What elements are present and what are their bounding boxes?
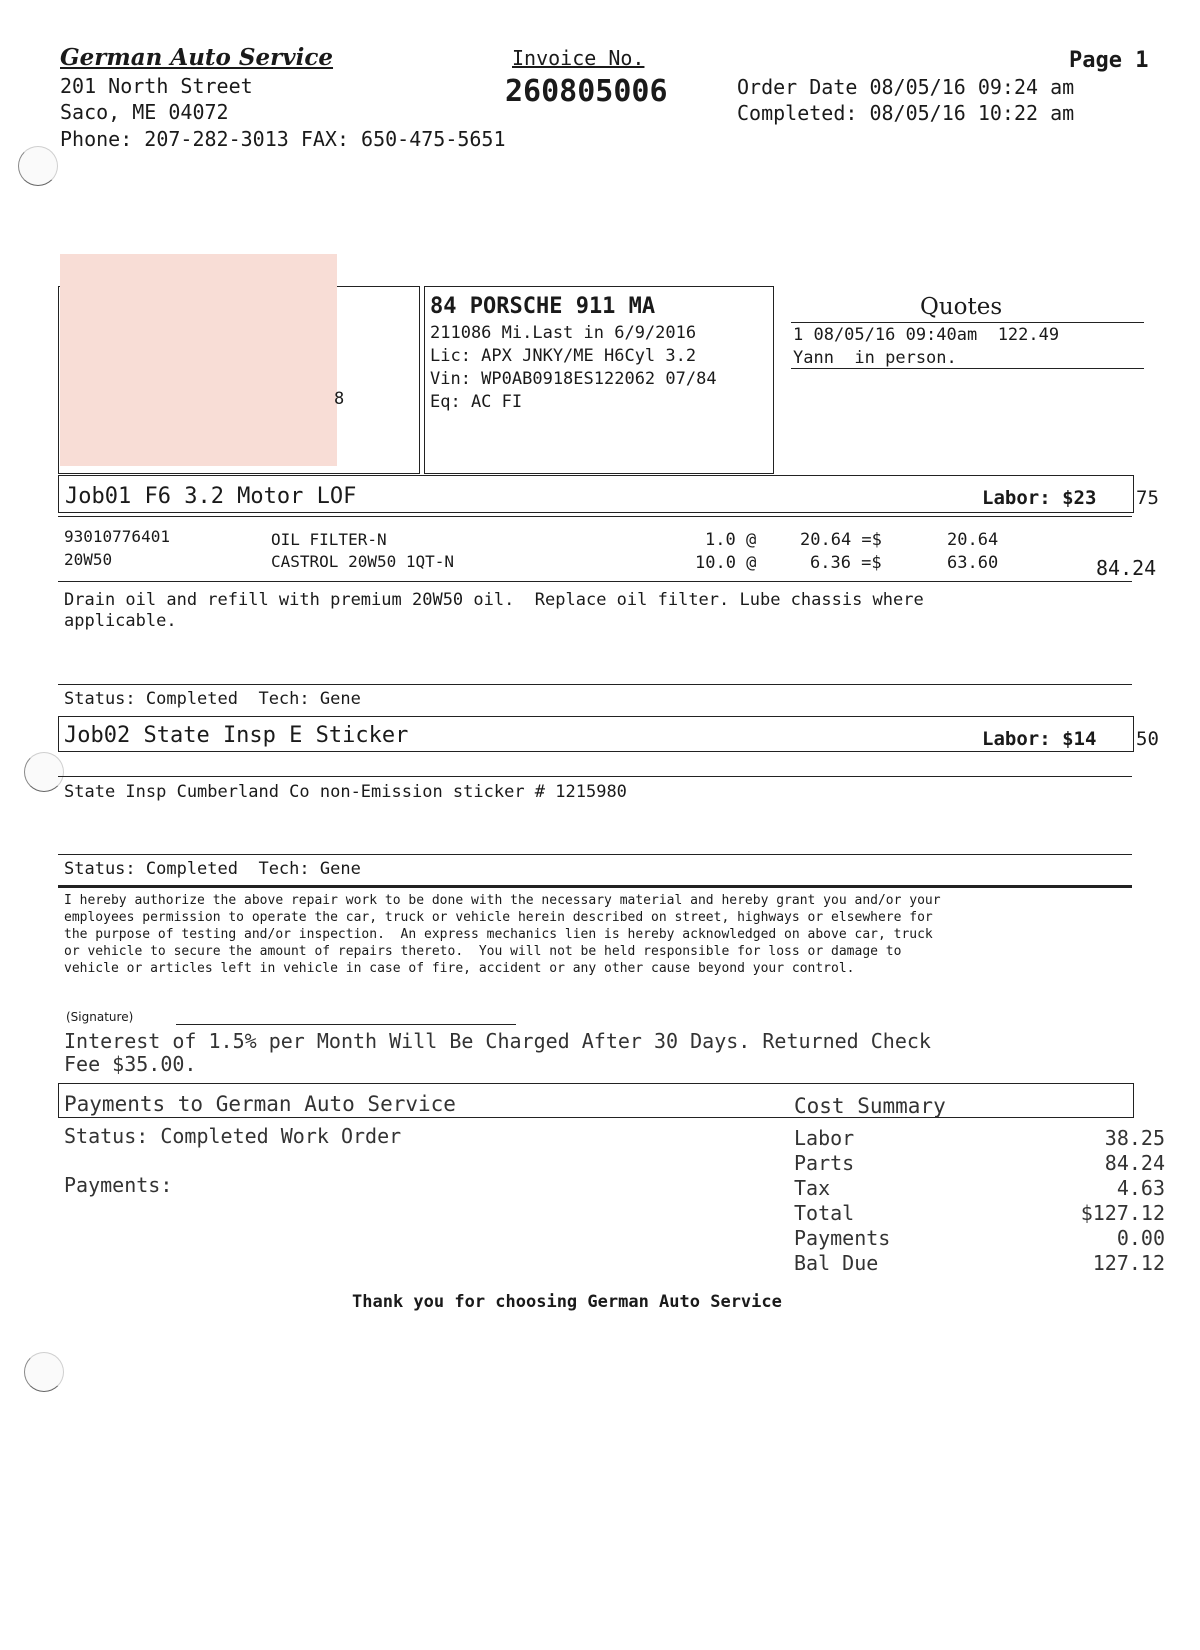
job1-underline (58, 516, 1132, 517)
part-extended: 63.60 (947, 553, 999, 573)
job2-description: State Insp Cumberland Co non-Emission sticker # 1215980 (64, 782, 627, 802)
cost-summary-value: 127.12 (1092, 1251, 1165, 1275)
job1-parts-total: 84.24 (1096, 556, 1157, 580)
punch-hole-middle (24, 752, 64, 792)
cost-summary-value: 0.00 (1116, 1226, 1165, 1250)
authorization-line: the purpose of testing and/or inspection. An express mechanics lien is hereby acknowledged on above car, truck (64, 927, 933, 942)
part-unit-price: 6.36 =$ (810, 553, 882, 573)
part-quantity: 1.0 @ (705, 530, 757, 550)
shop-name: German Auto Service (60, 44, 334, 71)
job1-title: Job01 F6 3.2 Motor LOF (65, 484, 357, 509)
quotes-line1: 1 08/05/16 09:40am 122.49 (793, 325, 1060, 345)
shop-address-line1: 201 North Street (60, 74, 253, 98)
payments-title: Payments to German Auto Service (64, 1092, 456, 1116)
interest-notice-line1: Interest of 1.5% per Month Will Be Charged After 30 Days. Returned Check (64, 1029, 931, 1053)
job1-status: Status: Completed Tech: Gene (64, 689, 361, 709)
interest-notice-line2: Fee $35.00. (64, 1052, 197, 1076)
punch-hole-bottom (24, 1352, 64, 1392)
authorization-line: I hereby authorize the above repair work to be done with the necessary material and hereby grant you and/or your (64, 893, 941, 908)
shop-phone-fax: Phone: 207-282-3013 FAX: 650-475-5651 (60, 127, 506, 151)
job1-status-divider (58, 684, 1132, 685)
cost-summary-label: Parts (794, 1151, 855, 1175)
part-description: OIL FILTER-N (271, 530, 387, 549)
cost-summary-label: Payments (794, 1226, 891, 1250)
part-extended: 20.64 (947, 530, 999, 550)
job1-description-line1: Drain oil and refill with premium 20W50 oil. Replace oil filter. Lube chassis where (64, 590, 924, 610)
signature-line (176, 1024, 516, 1025)
redaction-sticker (60, 254, 337, 466)
job2-status: Status: Completed Tech: Gene (64, 859, 361, 879)
job1-labor-cents: 75 (1136, 487, 1159, 509)
job2-underline (58, 776, 1132, 777)
cost-summary-label: Bal Due (794, 1251, 879, 1275)
authorization-line: vehicle or articles left in vehicle in case of fire, accident or any other cause beyond your control. (64, 961, 855, 976)
vehicle-title: 84 PORSCHE 911 MA (430, 294, 656, 319)
authorization-line: or vehicle to secure the amount of repairs thereto. You will not be held responsible for loss or damage to (64, 944, 902, 959)
cost-summary-value: $127.12 (1080, 1201, 1165, 1225)
thank-you-message: Thank you for choosing German Auto Service (352, 1292, 782, 1312)
job2-bottom-rule (58, 885, 1132, 888)
vehicle-license: Lic: APX JNKY/ME H6Cyl 3.2 (430, 346, 697, 366)
quotes-divider-bottom (791, 368, 1144, 369)
cost-summary-label: Labor (794, 1126, 855, 1150)
invoice-number: 260805006 (505, 74, 668, 109)
cost-summary-label: Total (794, 1201, 855, 1225)
job1-description-line2: applicable. (64, 611, 177, 631)
vehicle-vin: Vin: WP0AB0918ES122062 07/84 (430, 369, 717, 389)
cost-summary-title: Cost Summary (794, 1094, 946, 1118)
cost-summary-value: 38.25 (1104, 1126, 1165, 1150)
job2-status-divider (58, 854, 1132, 855)
order-date: Order Date 08/05/16 09:24 am (737, 75, 1075, 99)
payments-label: Payments: (64, 1173, 173, 1197)
punch-hole-top (18, 146, 58, 186)
job2-title: Job02 State Insp E Sticker (64, 723, 409, 748)
job1-labor: Labor: $23 (982, 487, 1097, 509)
quotes-title: Quotes (920, 294, 1003, 320)
quotes-divider-top (791, 322, 1144, 323)
page-number: Page 1 (1069, 48, 1149, 73)
customer-visible-digit: 8 (334, 389, 345, 409)
part-code: 93010776401 (64, 527, 170, 546)
part-description: CASTROL 20W50 1QT-N (271, 552, 455, 571)
part-unit-price: 20.64 =$ (800, 530, 882, 550)
part-quantity: 10.0 @ (695, 553, 757, 573)
payments-status: Status: Completed Work Order (64, 1124, 402, 1148)
shop-address-line2: Saco, ME 04072 (60, 100, 229, 124)
quotes-line2: Yann in person. (793, 348, 957, 368)
part-code: 20W50 (64, 550, 113, 569)
job1-parts-divider (58, 581, 1132, 582)
vehicle-equipment: Eq: AC FI (430, 392, 523, 412)
job2-labor-cents: 50 (1136, 728, 1159, 750)
invoice-label: Invoice No. (512, 46, 645, 70)
job2-labor: Labor: $14 (982, 728, 1097, 750)
cost-summary-value: 84.24 (1104, 1151, 1165, 1175)
cost-summary-value: 4.63 (1116, 1176, 1165, 1200)
authorization-line: employees permission to operate the car, truck or vehicle herein described on street, highways or elsewhere for (64, 910, 933, 925)
vehicle-mileage: 211086 Mi.Last in 6/9/2016 (430, 323, 697, 343)
cost-summary-label: Tax (794, 1176, 831, 1200)
signature-label: (Signature) (66, 1010, 134, 1024)
completed-date: Completed: 08/05/16 10:22 am (737, 101, 1075, 125)
